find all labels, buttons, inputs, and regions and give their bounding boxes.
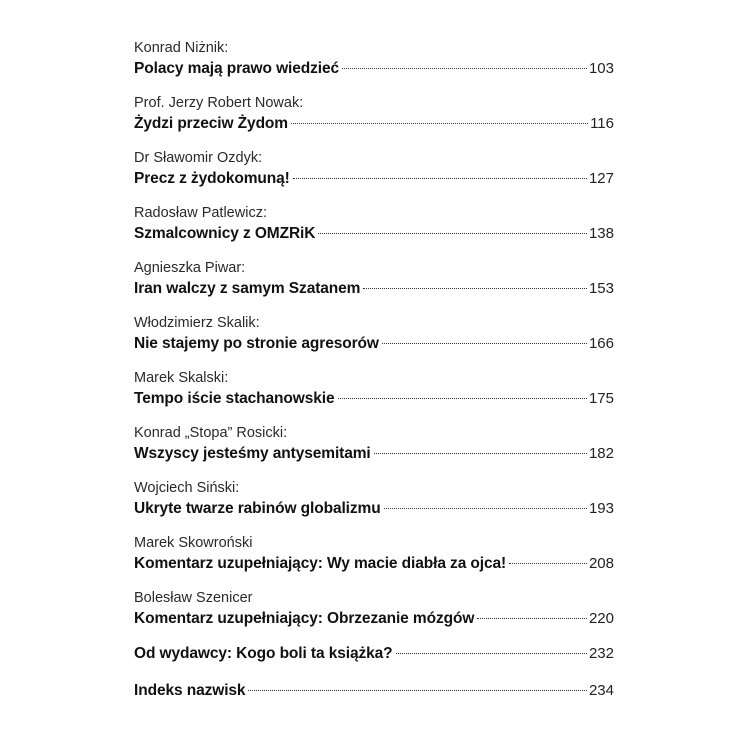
dot-leader [318,233,587,234]
entry-page-number: 175 [588,390,614,407]
toc-entry-name-index [134,680,614,717]
entry-page-number: 127 [588,170,614,187]
toc-entry [134,148,614,203]
entry-page-number: 166 [588,335,614,352]
entry-author: Radosław Patlewicz: [134,205,267,221]
dot-leader [374,453,587,454]
toc-entry [134,423,614,478]
entry-author: Marek Skalski: [134,370,229,386]
entry-page-number: 182 [588,445,614,462]
table-of-contents [134,38,614,717]
entry-line [134,680,614,702]
dot-leader [396,653,587,654]
dot-leader [338,398,587,399]
entry-line [134,443,614,465]
dot-leader [477,618,587,619]
dot-leader [293,178,587,179]
dot-leader [509,563,587,564]
toc-entry [134,203,614,258]
toc-entry [134,258,614,313]
entry-line [134,113,614,135]
entry-title: Komentarz uzupełniający: Wy macie diabła za ojca! [134,555,507,572]
entry-title: Szmalcownicy z OMZRiK [134,225,316,242]
entry-author: Dr Sławomir Ozdyk: [134,150,263,166]
entry-author: Włodzimierz Skalik: [134,315,260,331]
entry-page-number: 193 [588,500,614,517]
entry-author: Konrad „Stopa” Rosicki: [134,425,288,441]
toc-entry [134,533,614,588]
toc-entry [134,478,614,533]
entry-page-number: 138 [588,225,614,242]
entry-title: Precz z żydokomuną! [134,170,290,187]
entry-line [134,498,614,520]
toc-entry-publisher-note [134,643,614,680]
entry-line [134,223,614,245]
entry-page-number: 232 [588,645,614,662]
entry-title: Od wydawcy: Kogo boli ta książka? [134,645,393,662]
entry-line [134,168,614,190]
entry-author: Prof. Jerzy Robert Nowak: [134,95,304,111]
entry-title: Polacy mają prawo wiedzieć [134,60,340,77]
entry-author: Marek Skowroński [134,535,253,551]
entry-title: Indeks nazwisk [134,682,246,699]
entry-line [134,333,614,355]
entry-line [134,643,614,665]
entry-title: Komentarz uzupełniający: Obrzezanie mózgów [134,610,475,627]
entry-title: Tempo iście stachanowskie [134,390,335,407]
dot-leader [384,508,587,509]
entry-author: Konrad Niżnik: [134,40,229,56]
entry-page-number: 153 [588,280,614,297]
toc-entry [134,93,614,148]
entry-title: Ukryte twarze rabinów globalizmu [134,500,381,517]
entry-author: Wojciech Siński: [134,480,240,496]
entry-title: Iran walczy z samym Szatanem [134,280,361,297]
toc-entry [134,313,614,368]
entry-page-number: 234 [588,682,614,699]
entry-line [134,388,614,410]
entry-title: Nie stajemy po stronie agresorów [134,335,379,352]
dot-leader [363,288,587,289]
dot-leader [382,343,587,344]
entry-line [134,553,614,575]
entry-line [134,608,614,630]
entry-title: Wszyscy jesteśmy antysemitami [134,445,371,462]
dot-leader [248,690,587,691]
entry-title: Żydzi przeciw Żydom [134,115,288,132]
toc-entry [134,588,614,643]
entry-page-number: 103 [588,60,614,77]
entry-line [134,278,614,300]
dot-leader [342,68,587,69]
entry-author: Bolesław Szenicer [134,590,253,606]
entry-page-number: 220 [588,610,614,627]
entry-page-number: 208 [588,555,614,572]
toc-entry [134,368,614,423]
dot-leader [291,123,588,124]
entry-author: Agnieszka Piwar: [134,260,246,276]
entry-page-number: 116 [590,115,614,132]
toc-entry [134,38,614,93]
entry-line [134,58,614,80]
